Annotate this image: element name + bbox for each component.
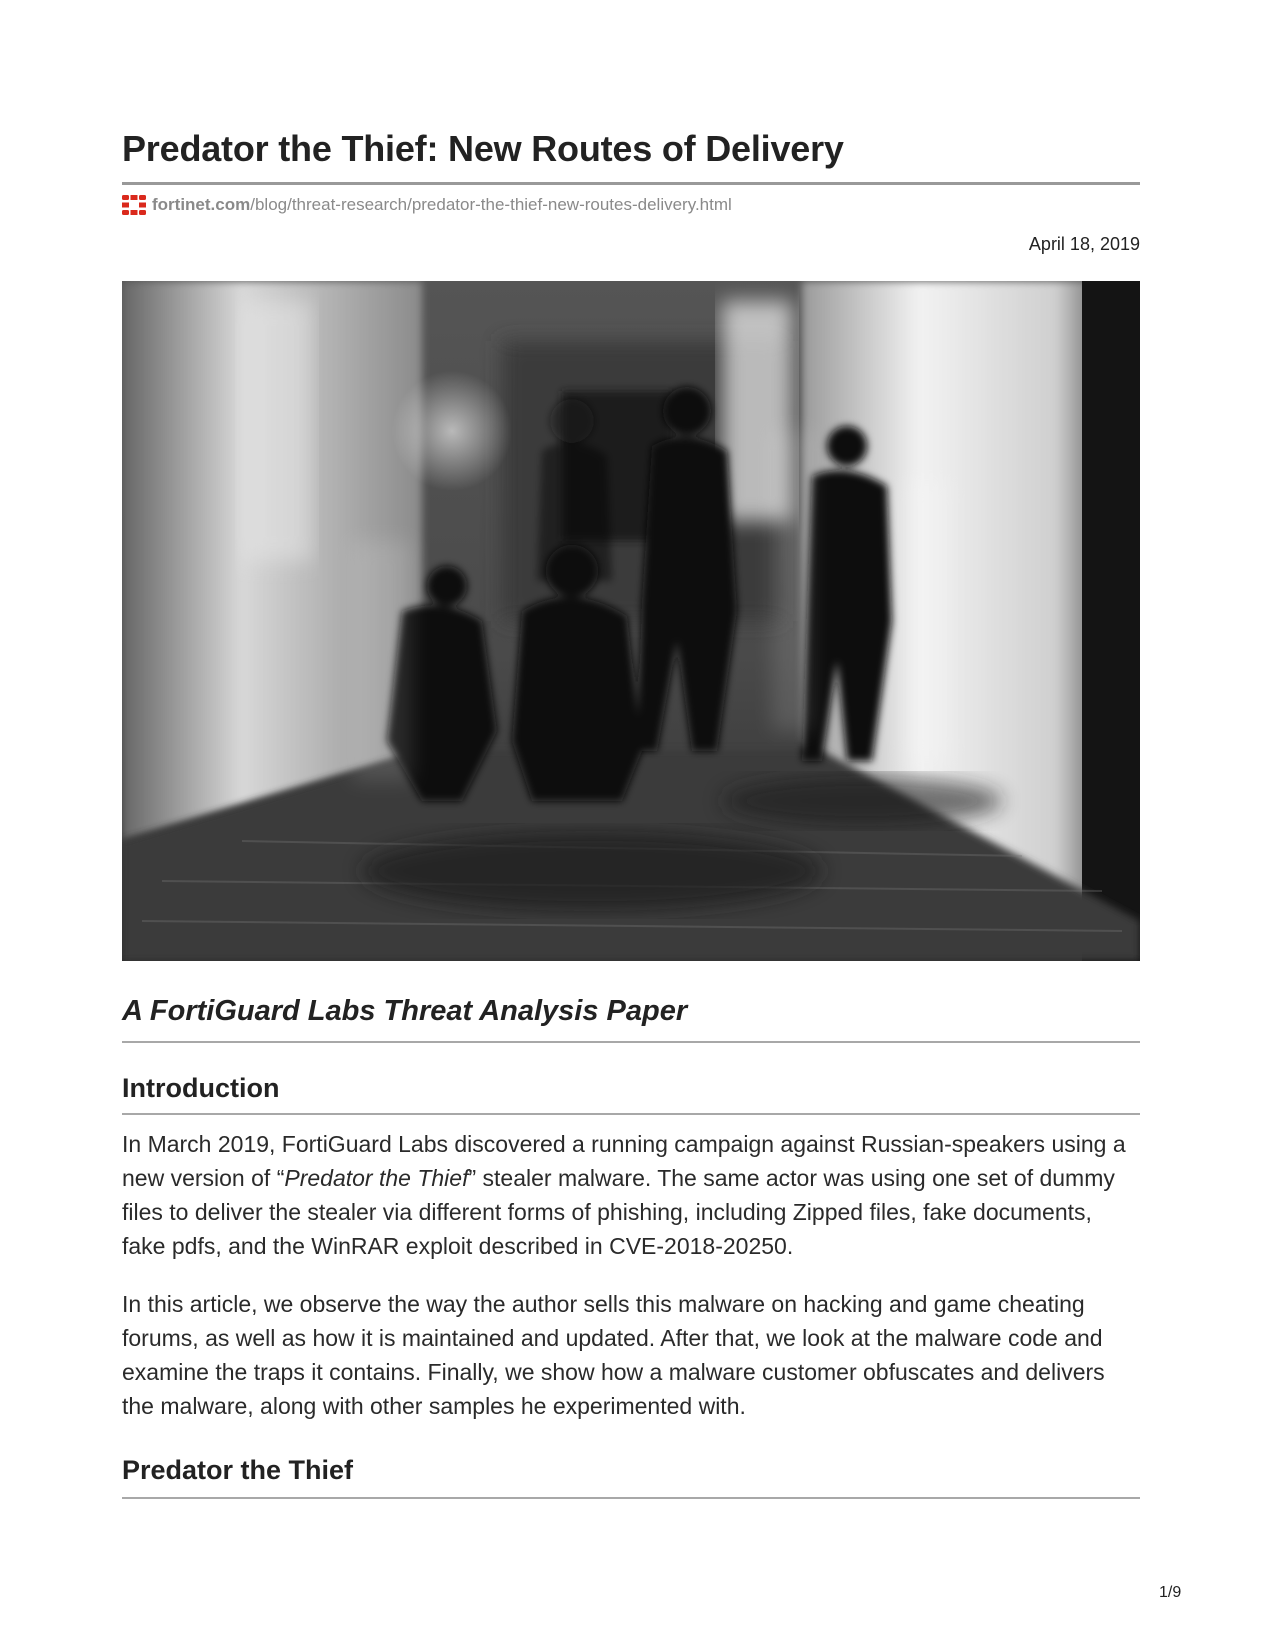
hero-image [122,281,1140,961]
subtitle-divider [122,1041,1140,1043]
page-title: Predator the Thief: New Routes of Delivery [122,128,844,169]
section-heading-introduction: Introduction [122,1073,280,1103]
photo-blurred-figures-in-alley [122,281,1140,961]
title-divider [122,182,1140,185]
publish-date: April 18, 2019 [1028,234,1140,254]
introduction-paragraph-1 [122,1127,1140,1263]
section-heading-predator: Predator the Thief [122,1455,354,1485]
source-domain[interactable]: fortinet.com [152,195,251,214]
page-number: 1/9 [1159,1584,1182,1601]
intro-text-part-1: In March 2019, FortiGuard Labs discovered a running campaign against Russian-speakers using a new version of “ [122,1131,1126,1191]
introduction-paragraph-2: In this article, we observe the way the author sells this malware on hacking and game cheating forums, as well as how it is maintained and updated. After that, we look at the malware code and examine the traps it contains. Finally, we show how a malware customer obfuscates and delivers the malware, along with other samples he experimented with. [122,1291,1105,1419]
predator-divider [122,1497,1140,1499]
intro-text-part-2: ” stealer malware. The same actor was using one set of dummy files to deliver the stealer via different forms of phishing, including Zipped files, fake documents, fake pdfs, and the WinRAR exploit described in CVE-2018-20250. [122,1165,1115,1259]
introduction-divider [122,1113,1140,1115]
fortinet-logo-icon [122,195,146,215]
source-path[interactable]: /blog/threat-research/predator-the-thief-new-routes-delivery.html [250,195,732,214]
intro-text-emphasis: Predator the Thief [284,1165,469,1191]
paper-subtitle: A FortiGuard Labs Threat Analysis Paper [122,995,688,1027]
source-url[interactable] [122,195,732,215]
